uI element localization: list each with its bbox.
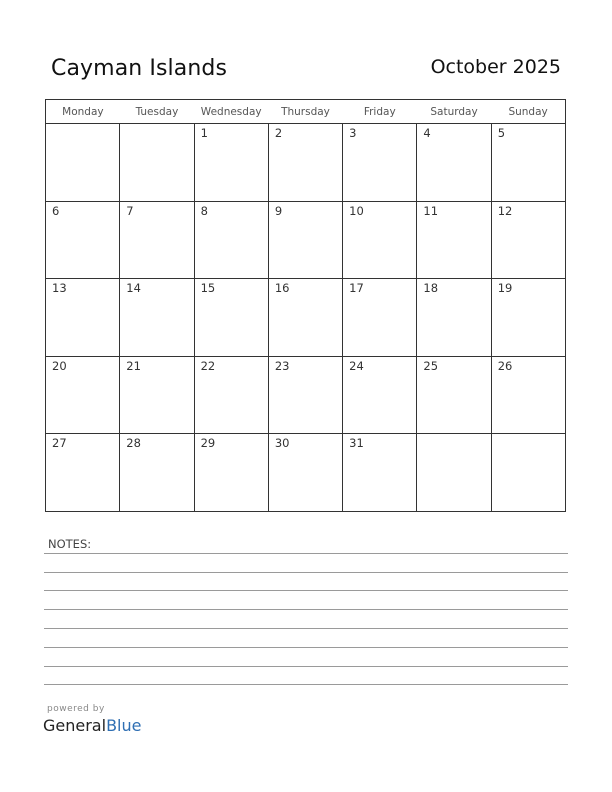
day-number: 21 — [126, 358, 141, 373]
day-cell — [194, 434, 268, 512]
day-number: 20 — [52, 358, 67, 373]
day-cell — [120, 201, 194, 279]
day-cell — [343, 124, 417, 202]
day-cell — [417, 356, 491, 434]
day-cell — [343, 434, 417, 512]
day-cell — [194, 279, 268, 357]
day-cell — [194, 124, 268, 202]
notes-line — [44, 684, 568, 685]
day-number: 12 — [497, 203, 513, 218]
day-number: 3 — [349, 126, 357, 140]
day-number: 10 — [349, 203, 364, 218]
day-number: 4 — [423, 126, 431, 140]
day-number: 5 — [497, 126, 506, 140]
day-number: 14 — [126, 281, 141, 295]
calendar-grid — [45, 99, 566, 512]
day-number: 18 — [423, 281, 439, 295]
notes-line — [44, 609, 568, 610]
day-number: 29 — [200, 436, 216, 450]
weekday-header: Friday — [343, 100, 417, 124]
day-number: 22 — [200, 358, 216, 373]
day-number: 28 — [126, 436, 141, 450]
day-number: 30 — [274, 436, 290, 450]
notes-line — [44, 553, 568, 554]
day-cell — [194, 356, 268, 434]
day-cell — [491, 201, 565, 279]
day-number — [46, 124, 119, 126]
day-number — [120, 124, 193, 126]
day-number: 2 — [274, 126, 283, 140]
day-number: 27 — [52, 436, 67, 450]
day-number: 7 — [126, 203, 134, 218]
day-number: 6 — [52, 203, 60, 218]
day-cell — [417, 201, 491, 279]
week-row — [46, 201, 566, 279]
day-cell — [491, 434, 565, 512]
day-number: 11 — [423, 203, 439, 218]
day-cell — [417, 279, 491, 357]
day-cell — [120, 356, 194, 434]
day-cell — [268, 124, 342, 202]
day-number — [492, 434, 565, 436]
notes-line — [44, 666, 568, 667]
notes-line — [44, 647, 568, 648]
powered-by-text: powered by — [47, 704, 105, 714]
weekday-header: Wednesday — [194, 100, 268, 124]
calendar-month-title: October 2025 — [430, 56, 561, 78]
weekday-header: Tuesday — [120, 100, 194, 124]
notes-label: NOTES: — [48, 537, 92, 551]
day-cell — [46, 279, 120, 357]
day-cell — [417, 434, 491, 512]
day-number: 25 — [423, 358, 439, 373]
day-cell — [120, 124, 194, 202]
brand-general: General — [43, 716, 107, 735]
day-cell — [491, 356, 565, 434]
day-cell — [343, 201, 417, 279]
weekday-header: Monday — [46, 100, 120, 124]
day-cell — [268, 356, 342, 434]
day-number: 9 — [274, 203, 283, 218]
day-cell — [194, 201, 268, 279]
day-cell — [268, 434, 342, 512]
day-number: 13 — [52, 281, 67, 295]
week-row — [46, 279, 566, 357]
day-number: 24 — [349, 358, 364, 373]
day-cell — [46, 201, 120, 279]
day-cell — [46, 356, 120, 434]
week-row — [46, 434, 566, 512]
notes-line — [44, 572, 568, 573]
week-row — [46, 124, 566, 202]
day-cell — [268, 279, 342, 357]
brand-blue: Blue — [106, 716, 142, 735]
day-number: 26 — [497, 358, 513, 373]
day-cell — [491, 279, 565, 357]
day-number: 19 — [497, 281, 513, 295]
day-cell — [417, 124, 491, 202]
day-cell — [120, 434, 194, 512]
day-cell — [491, 124, 565, 202]
day-number: 15 — [200, 281, 216, 295]
day-number: 16 — [274, 281, 290, 295]
day-number: 23 — [274, 358, 290, 373]
calendar-country-title: Cayman Islands — [51, 56, 228, 81]
day-cell — [46, 434, 120, 512]
generalblue-logo — [43, 716, 141, 735]
day-number: 17 — [349, 281, 364, 295]
day-cell — [343, 279, 417, 357]
weekday-header: Thursday — [268, 100, 342, 124]
day-number: 1 — [200, 126, 208, 140]
day-cell — [268, 201, 342, 279]
day-number: 8 — [200, 203, 208, 218]
day-cell — [46, 124, 120, 202]
week-row — [46, 356, 566, 434]
notes-line — [44, 628, 568, 629]
day-cell — [120, 279, 194, 357]
weekday-header: Sunday — [491, 100, 565, 124]
day-cell — [343, 356, 417, 434]
weekday-header: Saturday — [417, 100, 491, 124]
weekday-header-row — [46, 100, 566, 124]
notes-line — [44, 590, 568, 591]
day-number: 31 — [349, 436, 364, 450]
day-number — [417, 434, 490, 436]
